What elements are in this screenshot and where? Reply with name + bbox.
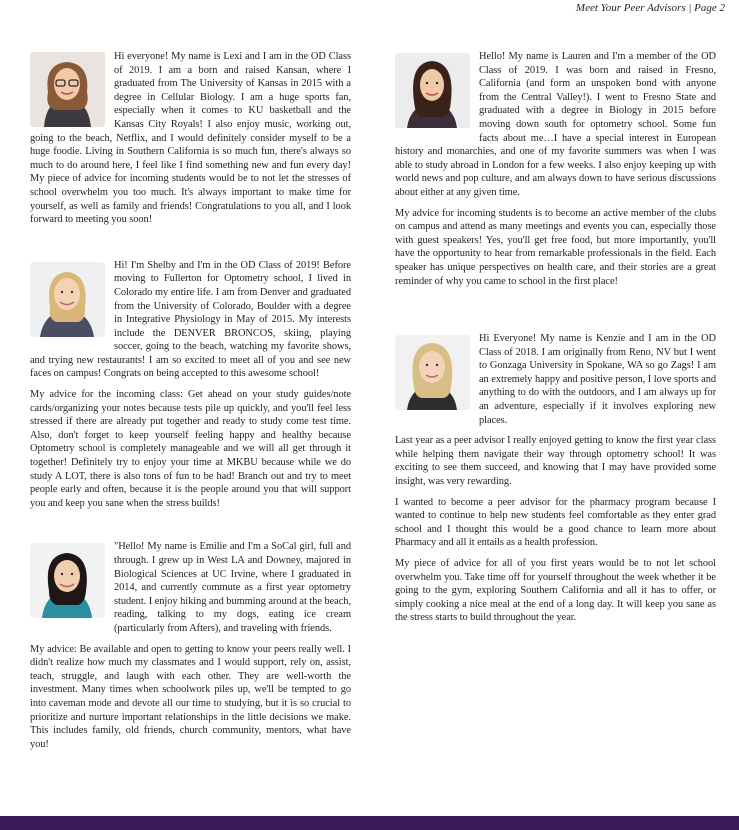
bio-paragraph: Hello! My name is Lauren and I'm a member of the OD Class of 2019. I was born and raised in Fresno, California (and form an unspoken bond with anyone from the Central Valley!). I went to Fresno State and graduated with a degree in Biology in 2015 before moving down south for optometry school. Some fun facts about me…I have a special interest in European history and monarchies, and one of my favorite summers was when I was able to study abroad in London for a few weeks. I also enjoy keeping up with world news and pop culture, and am always down to have serious discussions about either at any given time. bbox=[395, 51, 716, 198]
bio-paragraph: My advice for the incoming class: Get ahead on your study guides/note cards/organizing your notes because tests pile up quickly, and you'll feel less stressed if there are already put together and ready to study come test time. Also, don't forget to keep yourself feeling happy and healthy because Optometry school is completely manageable and we will all get through it together! Definitely try to enjoy your time at MKBU because while we do study A LOT, there is also tons of fun to be had! Branch out and try to meet people early and often, because it is the people around you that will support you and keep you sane when the stress builds! bbox=[30, 389, 351, 509]
bio-paragraph: Last year as a peer advisor I really enjoyed getting to know the first year class while helping them navigate their way through optometry school! It was exciting to see them succeed, and knowing that I may have provided some insight, was very rewarding. bbox=[395, 435, 716, 488]
bio-lexi bbox=[30, 50, 351, 227]
left-column bbox=[30, 50, 351, 773]
photo-kenzie bbox=[395, 335, 470, 410]
bio-kenzie bbox=[395, 332, 716, 625]
bio-lauren bbox=[395, 50, 716, 288]
footer-bar bbox=[0, 816, 739, 830]
bio-paragraph: "Hello! My name is Emilie and I'm a SoCal girl, full and through. I grew up in West LA and Downey, majored in Biological Sciences at UC Irvine, where I graduated in 2014, and currently commute as a first year optometry student. I enjoy hiking and bumming around at the beach, reading, talking to my dogs, eating ice cream (particularly from Afters), and traveling with friends. bbox=[114, 541, 351, 634]
page-header: Meet Your Peer Advisors | Page 2 bbox=[575, 2, 725, 14]
bio-emilie bbox=[30, 540, 351, 751]
bio-paragraph: Hi! I'm Shelby and I'm in the OD Class of 2019! Before moving to Fullerton for Optometry school, I lived in Colorado my entire life. I am from Denver and graduated from the University of Colorado, Boulder with a degree in Integrative Physiology in May of 2015. My interests include the DENVER BRONCOS, skiing, playing soccer, going to the beach, watching my favorite shows, and trying new restaurants! I am so excited to meet all of you and see new faces on campus! Congrats on being accepted to this awesome school! bbox=[30, 259, 351, 380]
bio-shelby bbox=[30, 259, 351, 511]
photo-shelby bbox=[30, 262, 105, 337]
photo-emilie bbox=[30, 543, 105, 618]
bio-paragraph: My piece of advice for all of you first years would be to not let school overwhelm you. Take time off for yourself throughout the week whether it be going to the gym, exploring Southern California and all it has to offer, or simply cooking a nice meal at the end of a long day. It will keep you sane as the stress starts to build throughout the year. bbox=[395, 558, 716, 624]
photo-lexi bbox=[30, 52, 105, 127]
bio-paragraph: My advice for incoming students is to become an active member of the clubs on campus and attend as many meetings and events you can, especially those with guest speakers! Yes, you'll get free food, but more importantly, you'll have the opportunity to hear from remarkable professionals in the field. Each speaker has unique perspectives on health care, and their stories are a great reminder of why you came to school in the first place! bbox=[395, 207, 716, 287]
bio-paragraph: I wanted to become a peer advisor for the pharmacy program because I wanted to continue to help new students feel comfortable as they enter grad school and I thought this would be a good chance to learn more about Pharmacy and all it entails as a health profession. bbox=[395, 496, 716, 549]
photo-lauren bbox=[395, 53, 470, 128]
bio-paragraph: Hi Everyone! My name is Kenzie and I am in the OD Class of 2018. I am originally from Reno, NV but I went to Gonzaga University in Spokane, WA so go Zags! I am an extremely happy and positive person, I love sports and anything to do with the outdoors, and I am always up for an adventure, especially if it involves exploring new places. bbox=[479, 333, 716, 426]
bio-paragraph: Hi everyone! My name is Lexi and I am in the OD Class of 2019. I am a born and raised Kansan, where I graduated from The University of Kansas in 2015 with a degree in Cellular Biology. I am a huge sports fan, especially when it comes to KU basketball and the Kansas City Royals! I also enjoy music, working out, going to the beach, Netflix, and I would definitely consider myself to be a huge foodie. Living in Southern California is so much fun, there's always so much to do around here, I feel like I find something new and fun every day! My piece of advice for incoming students would be to not let the stresses of school overwhelm you too much. It's always important to make time for yourself, as well as family and friends! Congratulations to you all, and I look forward to meeting you soon! bbox=[30, 51, 351, 226]
right-column bbox=[395, 50, 716, 647]
bio-paragraph: My advice: Be available and open to getting to know your peers really well. I didn't realize how much my classmates and I would support, rely on, assist, teach, struggle, and laugh with each other. They are well-worth the investment. Many times when schoolwork piles up, we'll be tempted to go into caveman mode and devote all our time to studying, but it is so crucial to prioritize and nurture important relationships in the little decisions we make. This includes family, old friends, church community, mentors, what have you! bbox=[30, 643, 351, 750]
